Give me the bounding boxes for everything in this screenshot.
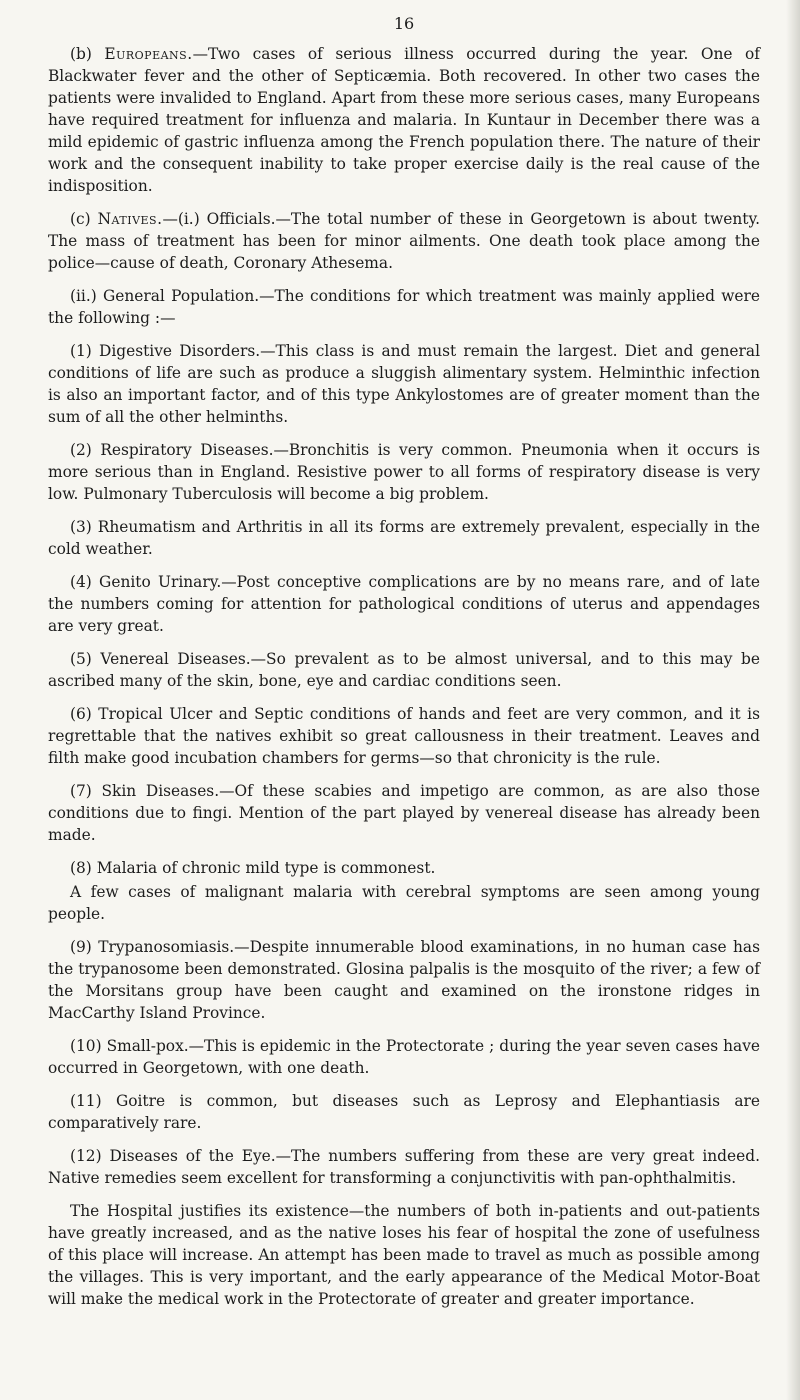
paragraph-eye-diseases: (12) Diseases of the Eye.—The numbers suffering from these are very great indeed. Native remedies seem excellent for transforming a conjunctivitis with pan-ophthalmitis. bbox=[48, 1147, 760, 1187]
paragraph-text: —Two cases of serious illness occurred during the year. One of Blackwater fever and the other of Septicæmia. Both recovered. In other two cases the patients were invalided to England. Apart from these more serious cases, many Europeans have required treatment for influenza and malaria. In Kuntaur in December there was a mild epidemic of gastric influenza among the French population there. The nature of their work and the consequent inability to take proper exercise daily is the real cause of the indisposition. bbox=[48, 45, 760, 195]
paragraph-genito-urinary: (4) Genito Urinary.—Post conceptive complications are by no means rare, and of late the numbers coming for attention for pathological conditions of uterus and appendages are very great. bbox=[48, 573, 760, 635]
page-edge-shadow bbox=[786, 0, 800, 1400]
paragraph-digestive-disorders: (1) Digestive Disorders.—This class is and must remain the largest. Diet and general conditions of life are such as produce a sluggish alimentary system. Helminthic infection is also an important factor, and of this type Ankylostomes are of greater moment than the sum of all the other helminths. bbox=[48, 342, 760, 426]
paragraph-malignant-malaria: A few cases of malignant malaria with cerebral symptoms are seen among young people. bbox=[48, 883, 760, 923]
paragraph-natives bbox=[48, 208, 760, 274]
paragraph-tropical-ulcer: (6) Tropical Ulcer and Septic conditions of hands and feet are very common, and it is regrettable that the natives exhibit so great callousness in their treatment. Leaves and filth make good incubation chambers for germs—so that chronicity is the rule. bbox=[48, 705, 760, 767]
section-heading-natives: Natives. bbox=[97, 210, 163, 228]
paragraph-small-pox: (10) Small-pox.—This is epidemic in the Protectorate ; during the year seven cases have occurred in Georgetown, with one death. bbox=[48, 1037, 760, 1077]
paragraph-respiratory-diseases: (2) Respiratory Diseases.—Bronchitis is very common. Pneumonia when it occurs is more serious than in England. Resistive power to all forms of respiratory disease is very low. Pulmonary Tuberculosis will become a big problem. bbox=[48, 441, 760, 503]
paragraph-europeans bbox=[48, 43, 760, 197]
document-page bbox=[48, 14, 760, 1310]
paragraph-malaria: (8) Malaria of chronic mild type is commonest. bbox=[70, 859, 436, 877]
paragraph-skin-diseases: (7) Skin Diseases.—Of these scabies and impetigo are common, as are also those conditions due to fingi. Mention of the part played by venereal disease has already been made. bbox=[48, 782, 760, 844]
paragraph-hospital: The Hospital justifies its existence—the numbers of both in-patients and out-patients have greatly increased, and as the native loses his fear of hospital the zone of usefulness of this place will increase. An attempt has been made to travel as much as possible among the villages. This is very important, and the early appearance of the Medical Motor-Boat will make the medical work in the Protectorate of greater and greater importance. bbox=[48, 1202, 760, 1308]
paragraph-text: —(i.) Officials.—The total number of these in Georgetown is about twenty. The mass of treatment has been for minor ailments. One death took place among the police—cause of death, Coronary Athesema. bbox=[48, 210, 760, 272]
section-heading-europeans: Europeans. bbox=[104, 45, 193, 63]
paragraph-venereal-diseases: (5) Venereal Diseases.—So prevalent as to be almost universal, and to this may be ascribed many of the skin, bone, eye and cardiac conditions seen. bbox=[48, 650, 760, 690]
paragraph-trypanosomiasis: (9) Trypanosomiasis.—Despite innumerable blood examinations, in no human case has the trypanosome been demonstrated. Glosina palpalis is the mosquito of the river; a few of the Morsitans group have been caught and examined on the ironstone ridges in MacCarthy Island Province. bbox=[48, 938, 760, 1022]
paragraph-lead: (c) bbox=[70, 210, 98, 228]
paragraph-general-population: (ii.) General Population.—The conditions for which treatment was mainly applied were the following :— bbox=[48, 287, 760, 327]
paragraph-rheumatism: (3) Rheumatism and Arthritis in all its forms are extremely prevalent, especially in the cold weather. bbox=[48, 518, 760, 558]
paragraph-lead: (b) bbox=[70, 45, 105, 63]
page-number: 16 bbox=[393, 14, 415, 33]
paragraph-goitre: (11) Goitre is common, but diseases such as Leprosy and Elephantiasis are comparatively rare. bbox=[48, 1092, 760, 1132]
